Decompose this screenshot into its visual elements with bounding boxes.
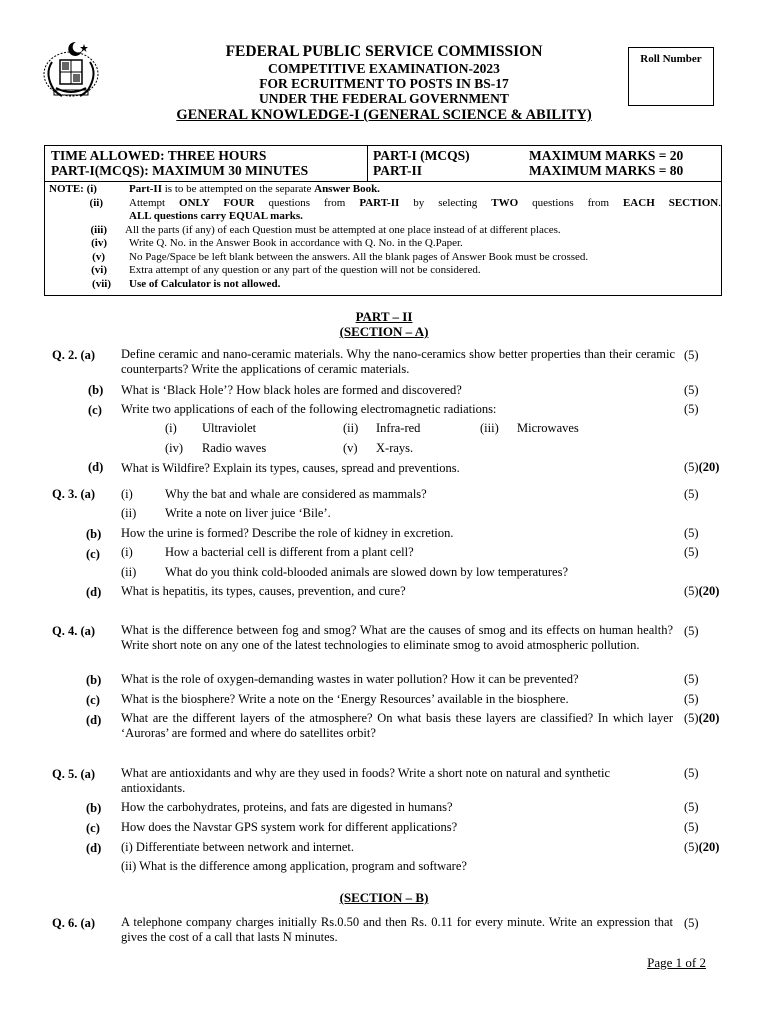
item-label: (iv) xyxy=(165,441,184,455)
item-text: Infra-red xyxy=(376,421,421,435)
part-label: (d) xyxy=(88,460,104,474)
note-number: (vi) xyxy=(91,264,107,276)
part-label: (c) xyxy=(86,821,100,835)
question-text: What is the difference between fog and smog? What are the causes of smog and its effects on human health? Write short note on any one of the latest technologies to eliminate smog to avoid atmospheric pollution. xyxy=(121,623,673,652)
part2-label: PART-II xyxy=(373,163,423,178)
part-label: (d) xyxy=(86,713,102,727)
question-text: What is Wildfire? Explain its types, causes, spread and preventions. xyxy=(121,461,460,475)
marks: (5) xyxy=(684,800,699,814)
question-text: Why the bat and whale are considered as mammals? xyxy=(165,487,427,501)
part-label: (b) xyxy=(88,383,104,397)
marks-part: (5) xyxy=(684,711,699,725)
item-text: Microwaves xyxy=(517,421,579,435)
note-item xyxy=(49,210,719,224)
part2-marks: MAXIMUM MARKS = 80 xyxy=(529,163,684,178)
note-text: All the parts (if any) of each Question must be attempted at one place instead of at different places. xyxy=(125,223,561,236)
part-label: (d) xyxy=(86,841,102,855)
part1-time: PART-I(MCQS): MAXIMUM 30 MINUTES xyxy=(51,163,309,178)
marks: (5) xyxy=(684,692,699,706)
question-number: Q. 5. (a) xyxy=(52,767,96,781)
question-text: Write a note on liver juice ‘Bile’. xyxy=(165,506,331,520)
part-heading: PART – II xyxy=(355,309,413,324)
government-line: UNDER THE FEDERAL GOVERNMENT xyxy=(259,91,509,106)
commission-title: FEDERAL PUBLIC SERVICE COMMISSION xyxy=(225,43,543,60)
question-text: (i) Differentiate between network and internet. xyxy=(121,840,355,854)
note-text: Extra attempt of any question or any part of the question will not be considered. xyxy=(129,264,481,276)
recruitment-line: FOR ECRUITMENT TO POSTS IN BS-17 xyxy=(259,76,509,91)
marks xyxy=(684,460,719,475)
marks xyxy=(684,711,719,726)
part-label: (d) xyxy=(86,585,102,599)
note-text: Use of Calculator is not allowed. xyxy=(129,277,281,290)
marks: (5) xyxy=(684,545,699,559)
question-text: How a bacterial cell is different from a plant cell? xyxy=(165,545,414,559)
question-text: What do you think cold-blooded animals are slowed down by low temperatures? xyxy=(165,565,569,579)
question-number: Q. 4. (a) xyxy=(52,624,96,638)
part-label: (c) xyxy=(88,403,102,417)
note-item xyxy=(49,237,719,251)
question-text: What is the biosphere? Write a note on the ‘Energy Resources’ available in the biosphere. xyxy=(121,692,569,706)
note-item xyxy=(49,197,719,211)
marks-total: (20) xyxy=(698,460,720,474)
note-text: ALL questions carry EQUAL marks. xyxy=(129,210,303,222)
time-allowed: TIME ALLOWED: THREE HOURS xyxy=(51,148,267,163)
item-label: (ii) xyxy=(343,421,359,435)
note-item xyxy=(49,278,719,292)
marks-part: (5) xyxy=(684,840,699,854)
question-text: What are the different layers of the atmosphere? On what basis these layers are classified? In which layer ‘Auroras’ are formed and where do satellites orbit? xyxy=(121,711,673,740)
item-label: (ii) xyxy=(121,565,137,579)
item-label: (i) xyxy=(165,421,177,435)
exam-title: COMPETITIVE EXAMINATION-2023 xyxy=(268,61,500,76)
time-marks-row xyxy=(45,146,721,182)
question-text: What is hepatitis, its types, causes, prevention, and cure? xyxy=(121,584,406,598)
note-text: Part-II is to be attempted on the separate Answer Book. xyxy=(129,183,380,195)
section-a-heading: (SECTION – A) xyxy=(339,324,429,339)
part-label: (b) xyxy=(86,801,102,815)
page-number: Page 1 of 2 xyxy=(647,955,706,970)
note-number: (ii) xyxy=(89,196,103,209)
note-number: (vii) xyxy=(92,277,111,290)
item-label: (v) xyxy=(343,441,358,455)
note-item xyxy=(49,264,719,278)
note-item xyxy=(49,224,719,238)
marks-total: (20) xyxy=(698,584,720,598)
marks xyxy=(684,840,719,855)
marks-total: (20) xyxy=(698,840,720,854)
roll-number-label: Roll Number xyxy=(640,53,702,65)
note-number: (v) xyxy=(92,250,105,263)
subject-title: GENERAL KNOWLEDGE-I (GENERAL SCIENCE & ABILITY) xyxy=(176,107,592,123)
question-text: Write two applications of each of the following electromagnetic radiations: xyxy=(121,402,497,416)
question-number: Q. 3. (a) xyxy=(52,487,96,501)
section-b-heading: (SECTION – B) xyxy=(339,890,429,905)
part-label: (c) xyxy=(86,693,100,707)
question-text: What are antioxidants and why are they used in foods? Write a short note on natural and synthetic antioxidants. xyxy=(121,766,611,795)
marks: (5) xyxy=(684,672,699,686)
marks: (5) xyxy=(684,820,699,834)
question-number: Q. 6. (a) xyxy=(52,916,96,930)
question-text: What is the role of oxygen-demanding wastes in water pollution? How it can be prevented? xyxy=(121,672,579,686)
question-text: How the carbohydrates, proteins, and fats are digested in humans? xyxy=(121,800,453,814)
part-label: (c) xyxy=(86,547,100,561)
note-text: Write Q. No. in the Answer Book in accordance with Q. No. in the Q.Paper. xyxy=(129,237,463,249)
item-label: (ii) xyxy=(121,506,137,520)
marks-part: (5) xyxy=(684,460,699,474)
part-label: (b) xyxy=(86,673,102,687)
marks: (5) xyxy=(684,526,699,540)
item-text: Radio waves xyxy=(202,441,267,455)
marks-part: (5) xyxy=(684,584,699,598)
item-text: Ultraviolet xyxy=(202,421,257,435)
table-divider xyxy=(367,146,368,182)
question-text: How the urine is formed? Describe the role of kidney in excretion. xyxy=(121,526,454,540)
part1-marks: MAXIMUM MARKS = 20 xyxy=(529,148,684,163)
marks: (5) xyxy=(684,348,699,362)
marks-total: (20) xyxy=(698,711,720,725)
item-text: X-rays. xyxy=(376,441,414,455)
instructions-table xyxy=(44,145,722,296)
part1-label: PART-I (MCQS) xyxy=(373,148,470,163)
note-number: NOTE: (i) xyxy=(49,183,97,195)
marks: (5) xyxy=(684,402,699,416)
note-item xyxy=(49,251,719,265)
question-number: Q. 2. (a) xyxy=(52,348,96,362)
marks: (5) xyxy=(684,766,699,780)
item-label: (iii) xyxy=(480,421,499,435)
question-text: Define ceramic and nano-ceramic materials. Why the nano-ceramics show better properties than their ceramic counterparts? Write the applications of ceramic materials. xyxy=(121,347,675,376)
item-label: (i) xyxy=(121,545,133,559)
roll-number-box[interactable] xyxy=(628,47,714,106)
note-number: (iii) xyxy=(90,223,107,236)
question-text: How does the Navstar GPS system work for different applications? xyxy=(121,820,458,834)
note-text: Attempt ONLY FOUR questions from PART-II by selecting TWO questions from EACH SECTION. xyxy=(129,196,721,209)
question-text: (ii) What is the difference among application, program and software? xyxy=(121,859,467,873)
item-label: (i) xyxy=(121,487,133,501)
marks: (5) xyxy=(684,916,699,930)
marks xyxy=(684,584,719,599)
note-number: (iv) xyxy=(91,237,107,249)
marks: (5) xyxy=(684,487,699,501)
note-item xyxy=(49,183,719,197)
question-text: What is ‘Black Hole’? How black holes are formed and discovered? xyxy=(121,383,462,397)
note-text: No Page/Space be left blank between the answers. All the blank pages of Answer Book must be crossed. xyxy=(129,250,589,263)
part-label: (b) xyxy=(86,527,102,541)
marks: (5) xyxy=(684,624,699,638)
question-text: A telephone company charges initially Rs.0.50 and then Rs. 0.11 for every minute. Write an expression that gives the cost of a call that lasts N minutes. xyxy=(121,915,673,944)
notes-list xyxy=(49,183,719,291)
marks: (5) xyxy=(684,383,699,397)
